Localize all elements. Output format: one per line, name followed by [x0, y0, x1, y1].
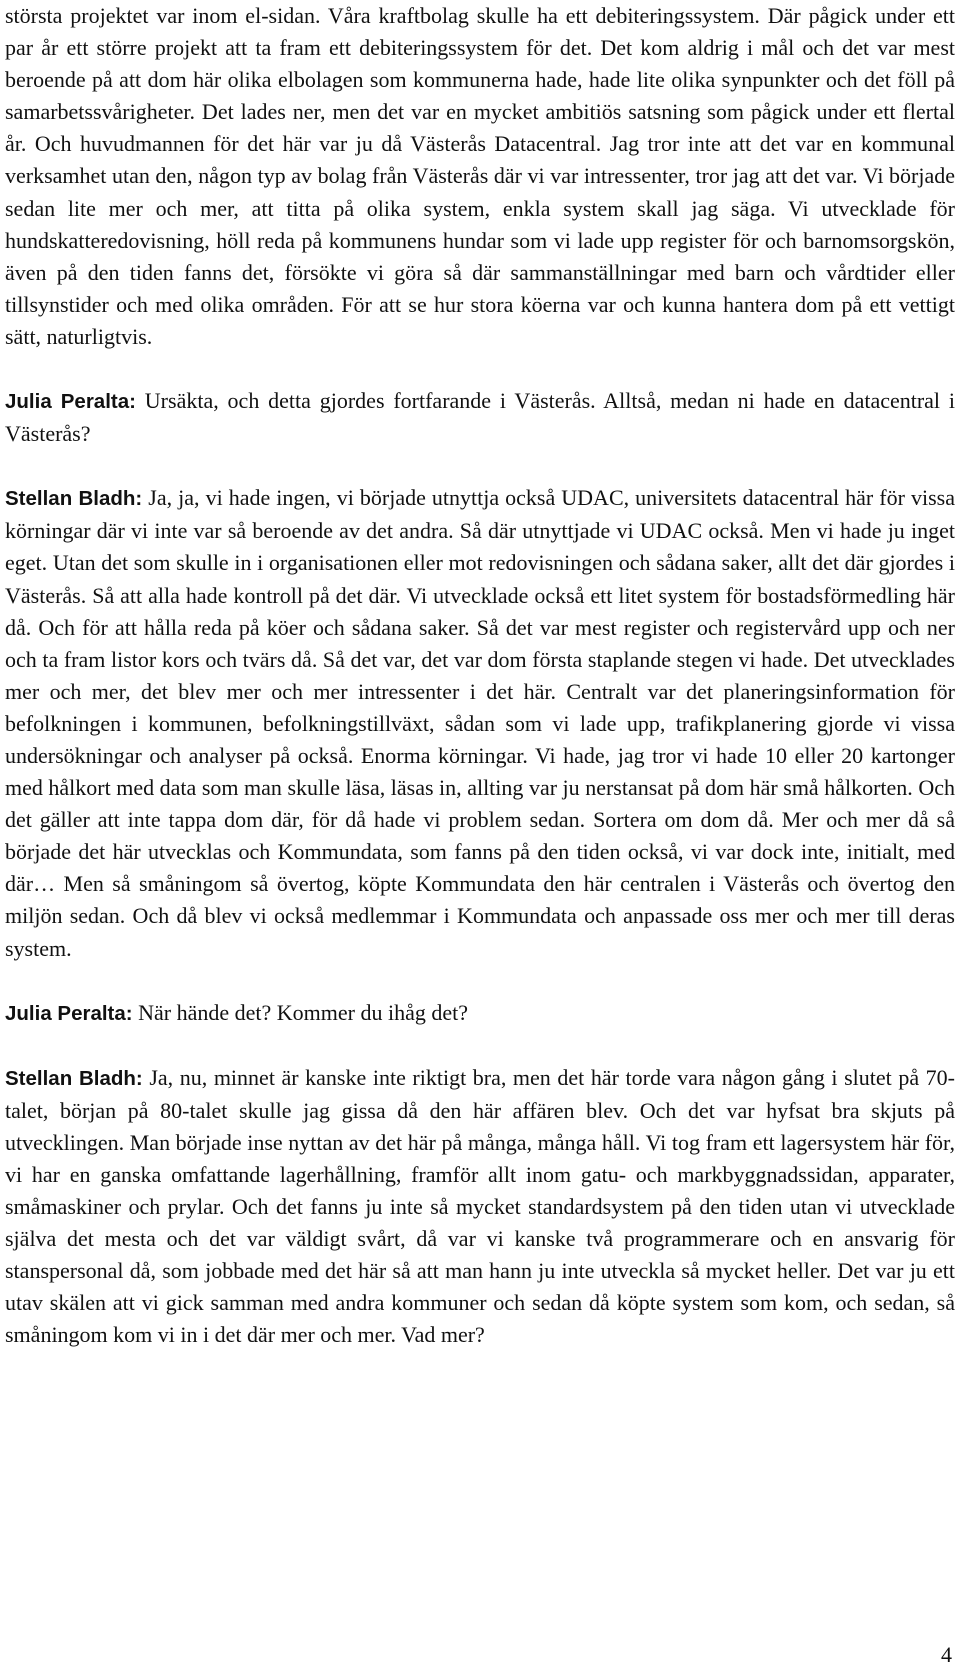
- paragraph-5: [5, 1062, 955, 1352]
- speaker-name: Julia Peralta:: [5, 1001, 133, 1025]
- paragraph-2: [5, 385, 955, 450]
- page-number: 4: [941, 1642, 952, 1667]
- paragraph-text: största projektet var inom el-sidan. Våra kraftbolag skulle ha ett debiteringssystem. Där pågick under ett par år ett större projekt att ta fram ett debiteringssystem för det. Det kom aldrig i mål och det var mest beroende på att dom här olika elbolagen som kommunerna hade, hade lite olika synpunkter och det föll på samarbetssvårigheter. Det lades ner, men det var en mycket ambitiös satsning som pågick under ett flertal år. Och huvudmannen för det här var ju då Västerås Datacentral. Jag tror inte att det var en kommunal verksamhet utan den, någon typ av bolag från Västerås där vi var intressenter, tror jag att det var. Vi började sedan lite mer och mer, att titta på olika system, enkla system skall jag säga. Vi utvecklade för hundskatteredovisning, höll reda på kommunens hundar som vi lade upp register för och barnomsorgskön, även på den tiden fanns det, försökte vi göra så där sammanställningar med barn och vårdtider eller tillsynstider och med olika områden. För att se hur stora köerna var och kunna hantera dom på ett vettigt sätt, naturligtvis.: [5, 3, 955, 349]
- transcript-body: [5, 0, 955, 1384]
- paragraph-1: [5, 0, 955, 353]
- paragraph-text: Ja, ja, vi hade ingen, vi började utnyttja också UDAC, universitets datacentral här för vissa körningar där vi inte var så beroende av det andra. Så där utnyttjade vi UDAC också. Men vi hade ju inget eget. Utan det som skulle in i organisationen eller mot redovisningen och sådana saker, allt det där gjordes i Västerås. Så att alla hade kontroll på det där. Vi utvecklade också ett litet system för bostadsförmedling här då. Och för att hålla reda på köer och sådana saker. Så det var mest register och registervård upp och ner och ta fram listor kors och tvärs då. Så det var, det var dom första staplande stegen vi hade. Det utvecklades mer och mer, det blev mer och mer intressenter i det här. Centralt var det planeringsinformation för befolkningen i kommunen, befolkningstillväxt, sådan som vi lade upp, trafikplanering gjorde vi vissa undersökningar och analyser på också. Enorma körningar. Vi hade, jag tror vi hade 10 eller 20 kartonger med hålkort med data som man skulle läsa, läsas in, allting var ju nerstansat på dom här små hålkorten. Och det gäller att inte tappa dom där, för då hade vi problem sedan. Sortera om dom då. Mer och mer då så började det här utvecklas och Kommundata, som fanns på den tiden också, vi var dock inte, initialt, med där… Men så småningom så övertog, köpte Kommundata den här centralen i Västerås och övertog den miljön sedan. Och då blev vi också medlemmar i Kommundata och anpassade oss mer och mer till deras system.: [5, 485, 955, 961]
- speaker-name: Stellan Bladh:: [5, 1066, 143, 1090]
- speaker-name: Julia Peralta:: [5, 390, 136, 414]
- speaker-name: Stellan Bladh:: [5, 487, 143, 511]
- paragraph-3: [5, 482, 955, 964]
- paragraph-text: Ursäkta, och detta gjordes fortfarande i Västerås. Alltså, medan ni hade en datacentral i Västerås?: [5, 388, 955, 447]
- paragraph-4: [5, 997, 955, 1030]
- paragraph-text: Ja, nu, minnet är kanske inte riktigt bra, men det här torde vara någon gång i slutet på 70-talet, början på 80-talet skulle jag gissa då den här affären blev. Och det var hyfsat bra skjuts på utvecklingen. Man började inse nyttan av det här på många, många håll. Vi tog fram ett lagersystem här för, vi har en ganska omfattande lagerhållning, framför allt inom gatu- och markbyggnadssidan, apparater, småmaskiner och prylar. Och det fanns ju inte så mycket standardsystem på den tiden utan vi utvecklade själva det mesta och det var väldigt svårt, då var vi kanske två programmerare och en ansvarig för stanspersonal då, som jobbade med det här så att man hann ju inte utveckla så mycket heller. Det var ju ett utav skälen att vi gick samman med andra kommuner och sedan då köpte system som kom, och sedan, så småningom kom vi in i det där mer och mer. Vad mer?: [5, 1064, 955, 1348]
- paragraph-text: När hände det? Kommer du ihåg det?: [138, 999, 468, 1025]
